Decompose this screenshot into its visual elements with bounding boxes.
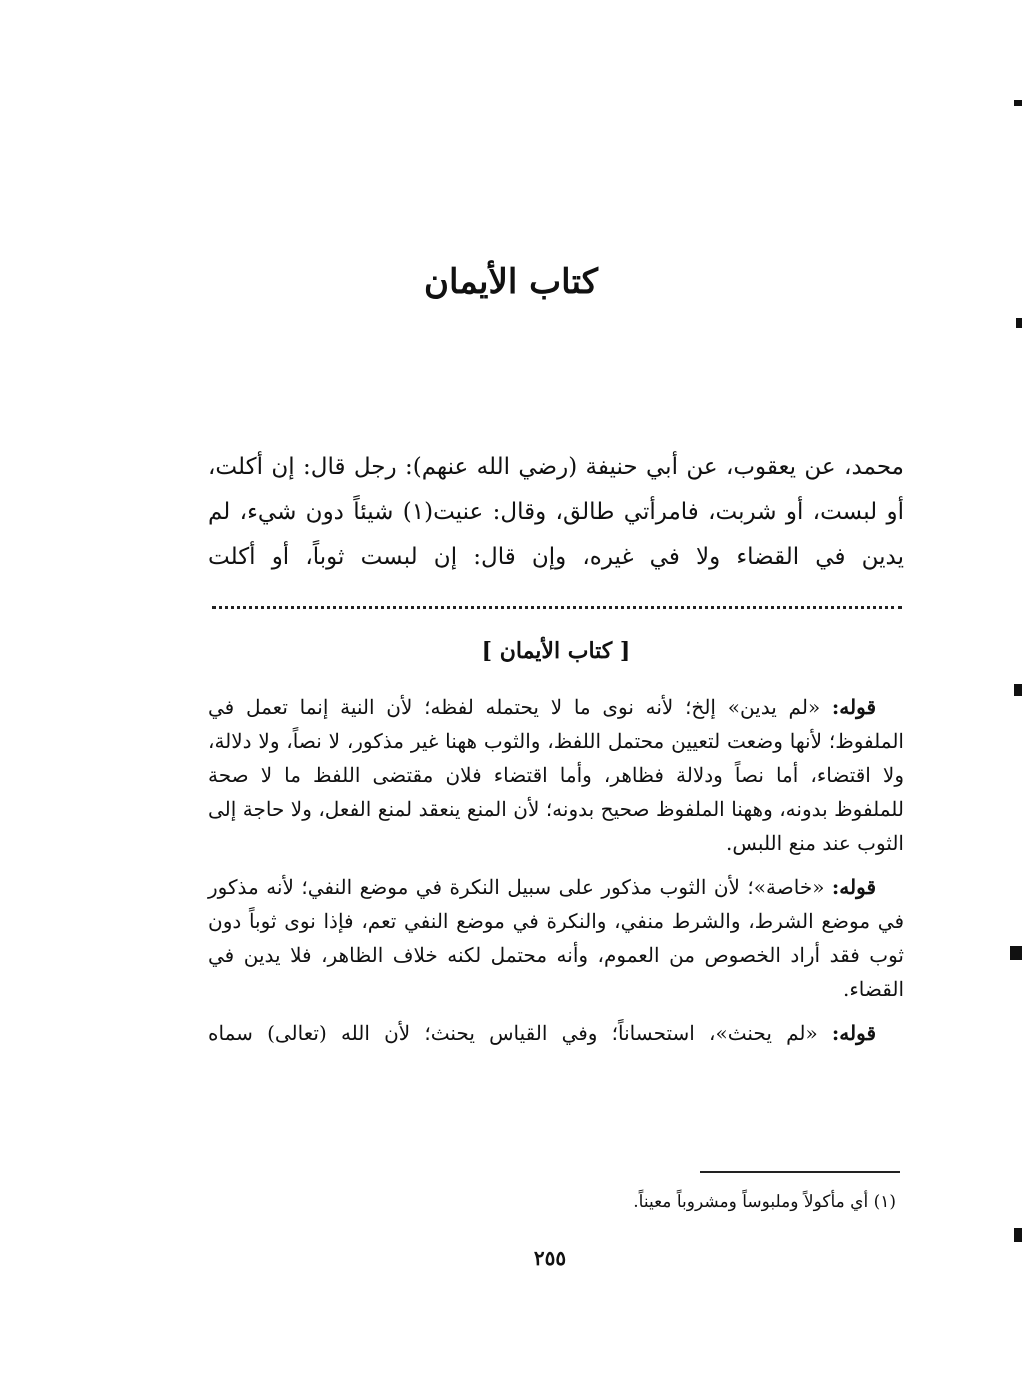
footnote: (١) أي مأكولاً وملبوساً ومشروباً معيناً.: [633, 1192, 896, 1212]
commentary-paragraph: [208, 690, 904, 860]
scan-edge-mark: [1014, 100, 1022, 106]
dotted-separator: [212, 606, 902, 609]
scan-edge-mark: [1014, 1228, 1022, 1242]
commentary-paragraph: [208, 1016, 904, 1050]
qawl-label: قوله:: [831, 875, 877, 899]
footnote-rule: [700, 1171, 900, 1173]
page-number: ٢٥٥: [533, 1246, 567, 1270]
matn-text: محمد، عن يعقوب، عن أبي حنيفة (رضي الله عنهم): رجل قال: إن أكلت، أو لبست، أو شربت، فامرأتي طالق، وقال: عنيت(١) شيئاً دون شيء، لم يدين في القضاء ولا في غيره، وإن قال: إن لبست ثوباً، أو أكلت: [208, 454, 904, 570]
commentary-paragraph: [208, 870, 904, 1006]
commentary-text: «لم يحنث»، استحساناً؛ وفي القياس يحنث؛ لأن الله (تعالى) سماه: [208, 1021, 818, 1045]
commentary-text: «لم يدين» إلخ؛ لأنه نوى ما لا يحتمله لفظه؛ لأن النية إنما تعمل في الملفوظ؛ لأنها وضعت لتعيين محتمل اللفظ، والثوب ههنا غير مذكور، لا نصاً، ولا دلالة، ولا اقتضاء، أما نصاً ودلالة فظاهر، وأما اقتضاء فلان مقتضى اللفظ ما لا صحة للملفوظ بدونه، وههنا الملفوظ صحيح بدونه؛ لأن المنع ينعقد لمنع الفعل، ولا حاجة إلى الثوب عند منع اللبس.: [208, 695, 904, 855]
commentary: [208, 690, 904, 1060]
scan-edge-mark: [1016, 318, 1022, 328]
qawl-label: قوله:: [831, 695, 877, 719]
section-heading: [ كتاب الأيمان ]: [481, 638, 631, 664]
scan-edge-mark: [1010, 946, 1022, 960]
scan-edge-mark: [1014, 684, 1022, 696]
chapter-title: كتاب الأيمان: [424, 262, 598, 302]
qawl-label: قوله:: [831, 1021, 876, 1045]
commentary-text: «خاصة»؛ لأن الثوب مذكور على سبيل النكرة في موضع النفي؛ لأنه مذكور في موضع الشرط، والشرط منفي، والنكرة في موضع النفي تعم، فإذا نوى ثوباً دون ثوب فقد أراد الخصوص من العموم، وأنه محتمل لكنه خلاف الظاهر، فلا يدين في القضاء.: [208, 875, 904, 1001]
